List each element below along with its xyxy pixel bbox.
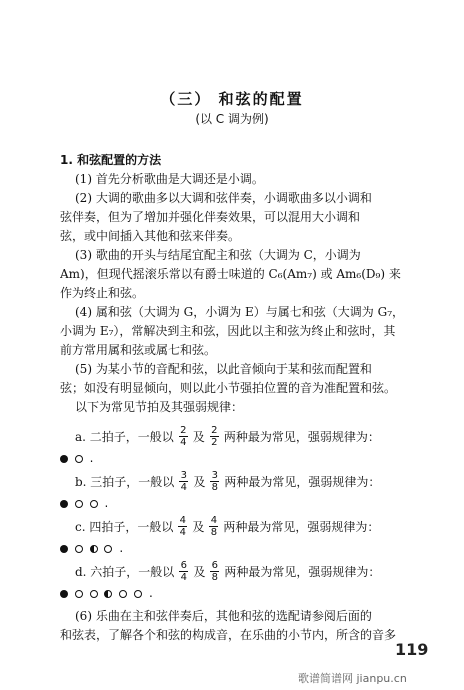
beat-dot (60, 590, 68, 598)
meter-a-fraction-1-numerator: 2 (180, 424, 187, 436)
beat-dot (60, 455, 68, 463)
meter-b-fraction-1-denominator: 4 (180, 481, 187, 493)
meter-d-fraction-1-denominator: 4 (180, 571, 187, 583)
meter-line-b (75, 470, 440, 492)
meter-line-a (75, 425, 440, 447)
meter-a-tail: 两种最为常见，强弱规律为： (223, 429, 380, 444)
beat-dot (60, 500, 68, 508)
meter-c-fraction-1 (177, 516, 188, 537)
meter-a-pattern-end: . (89, 451, 94, 465)
paragraph-4-line-3: 前方常用属和弦或属七和弦。 (60, 343, 217, 357)
meter-c-connector: 及 (192, 519, 205, 534)
section-title: 1. 和弦配置的方法 (60, 153, 162, 167)
meter-b-fraction-2-numerator: 3 (211, 469, 219, 481)
watermark: 歌谱简谱网 jianpu.cn (298, 672, 407, 685)
meter-line-c (75, 515, 440, 537)
meter-d-fraction-1 (178, 561, 189, 582)
beat-dot (104, 590, 112, 598)
meter-b-fraction-2 (209, 471, 220, 492)
meter-a-fraction-2 (209, 426, 220, 447)
meter-b-pattern-end: . (104, 496, 109, 510)
meter-c-fraction-2 (208, 516, 219, 537)
beat-dot (90, 500, 98, 508)
meter-b-pattern (60, 496, 108, 511)
meter-a-pattern (60, 451, 93, 466)
beat-dot (90, 590, 98, 598)
meter-d-fraction-1-numerator: 6 (180, 559, 187, 571)
page-number: 119 (395, 640, 429, 659)
beat-dot (75, 500, 83, 508)
meter-c-label: c. 四拍子，一般以 (75, 519, 174, 534)
beat-dot (119, 590, 127, 598)
meter-line-d (75, 560, 440, 582)
paragraph-2-line-1: (2) 大调的歌曲多以大调和弦伴奏，小调歌曲多以小调和 (75, 191, 372, 205)
meter-a-fraction-2-denominator: 2 (211, 436, 218, 448)
paragraph-3-line-3: 作为终止和弦。 (60, 286, 145, 300)
meter-c-pattern (60, 541, 123, 556)
meter-d-connector: 及 (193, 564, 206, 579)
meter-c-tail: 两种最为常见，强弱规律为： (223, 519, 380, 534)
paragraph-3-line-2: Am)，但现代摇滚乐常以有爵士味道的 C₆(Am₇) 或 Am₆(D₉) 来 (60, 267, 401, 281)
meter-c-fraction-1-numerator: 4 (179, 514, 187, 526)
meter-d-fraction-2-denominator: 8 (211, 571, 219, 583)
meter-b-connector: 及 (193, 474, 206, 489)
meter-d-label: d. 六拍子，一般以 (75, 564, 175, 579)
meter-c-fraction-2-numerator: 4 (210, 514, 218, 526)
beat-dot (75, 455, 83, 463)
paragraph-4-line-2: 小调为 E₇），常解决到主和弦，因此以主和弦为终止和弦时，其 (60, 324, 396, 338)
meter-a-fraction-1-denominator: 4 (180, 436, 187, 448)
meter-a-fraction-1 (178, 426, 189, 447)
beat-dot (60, 545, 68, 553)
paragraph-6-line-1: (6) 乐曲在主和弦伴奏后，其他和弦的选配请参阅后面的 (75, 609, 372, 623)
paragraph-2-line-2: 弦伴奏，但为了增加并强化伴奏效果，可以混用大小调和 (60, 210, 361, 224)
beat-dot (90, 545, 98, 553)
beat-dot (75, 545, 83, 553)
meter-d-tail: 两种最为常见，强弱规律为： (224, 564, 381, 579)
meter-d-fraction-2 (209, 561, 220, 582)
meter-d-fraction-2-numerator: 6 (211, 559, 219, 571)
paragraph-5-line-3: 以下为常见节拍及其强弱规律： (75, 400, 244, 414)
meter-b-tail: 两种最为常见，强弱规律为： (224, 474, 381, 489)
beat-dot (104, 545, 112, 553)
meter-b-fraction-2-denominator: 8 (211, 481, 219, 493)
meter-c-fraction-1-denominator: 4 (179, 526, 187, 538)
meter-a-connector: 及 (192, 429, 205, 444)
paragraph-2-line-3: 弦，或中间插入其他和弦来伴奏。 (60, 229, 241, 243)
paragraph-4-line-1: (4) 属和弦（大调为 G，小调为 E）与属七和弦（大调为 G₇， (75, 305, 405, 319)
meter-c-pattern-end: . (119, 541, 124, 555)
paragraph-6-line-2: 和弦表，了解各个和弦的构成音，在乐曲的小节内，所含的音多 (60, 628, 397, 642)
paragraph-3-line-1: (3) 歌曲的开头与结尾宜配主和弦（大调为 C，小调为 (75, 248, 361, 262)
paragraph-5-line-2: 弦；如没有明显倾向，则以此小节强拍位置的音为准配置和弦。 (60, 381, 397, 395)
page-subtitle: (以 C 调为例) (195, 112, 269, 126)
beat-dot (75, 590, 83, 598)
meter-d-pattern (60, 586, 153, 601)
paragraph-1-line-1: (1) 首先分析歌曲是大调还是小调。 (75, 172, 264, 186)
page-title: （三） 和弦的配置 (160, 90, 304, 108)
paragraph-5-line-1: (5) 为某小节的音配和弦，以此音倾向于某和弦而配置和 (75, 362, 372, 376)
meter-b-fraction-1-numerator: 3 (180, 469, 187, 481)
beat-dot (134, 590, 142, 598)
meter-b-fraction-1 (178, 471, 189, 492)
meter-a-label: a. 二拍子，一般以 (75, 429, 174, 444)
meter-b-label: b. 三拍子，一般以 (75, 474, 175, 489)
meter-d-pattern-end: . (148, 586, 153, 600)
meter-c-fraction-2-denominator: 8 (210, 526, 218, 538)
meter-a-fraction-2-numerator: 2 (211, 424, 218, 436)
